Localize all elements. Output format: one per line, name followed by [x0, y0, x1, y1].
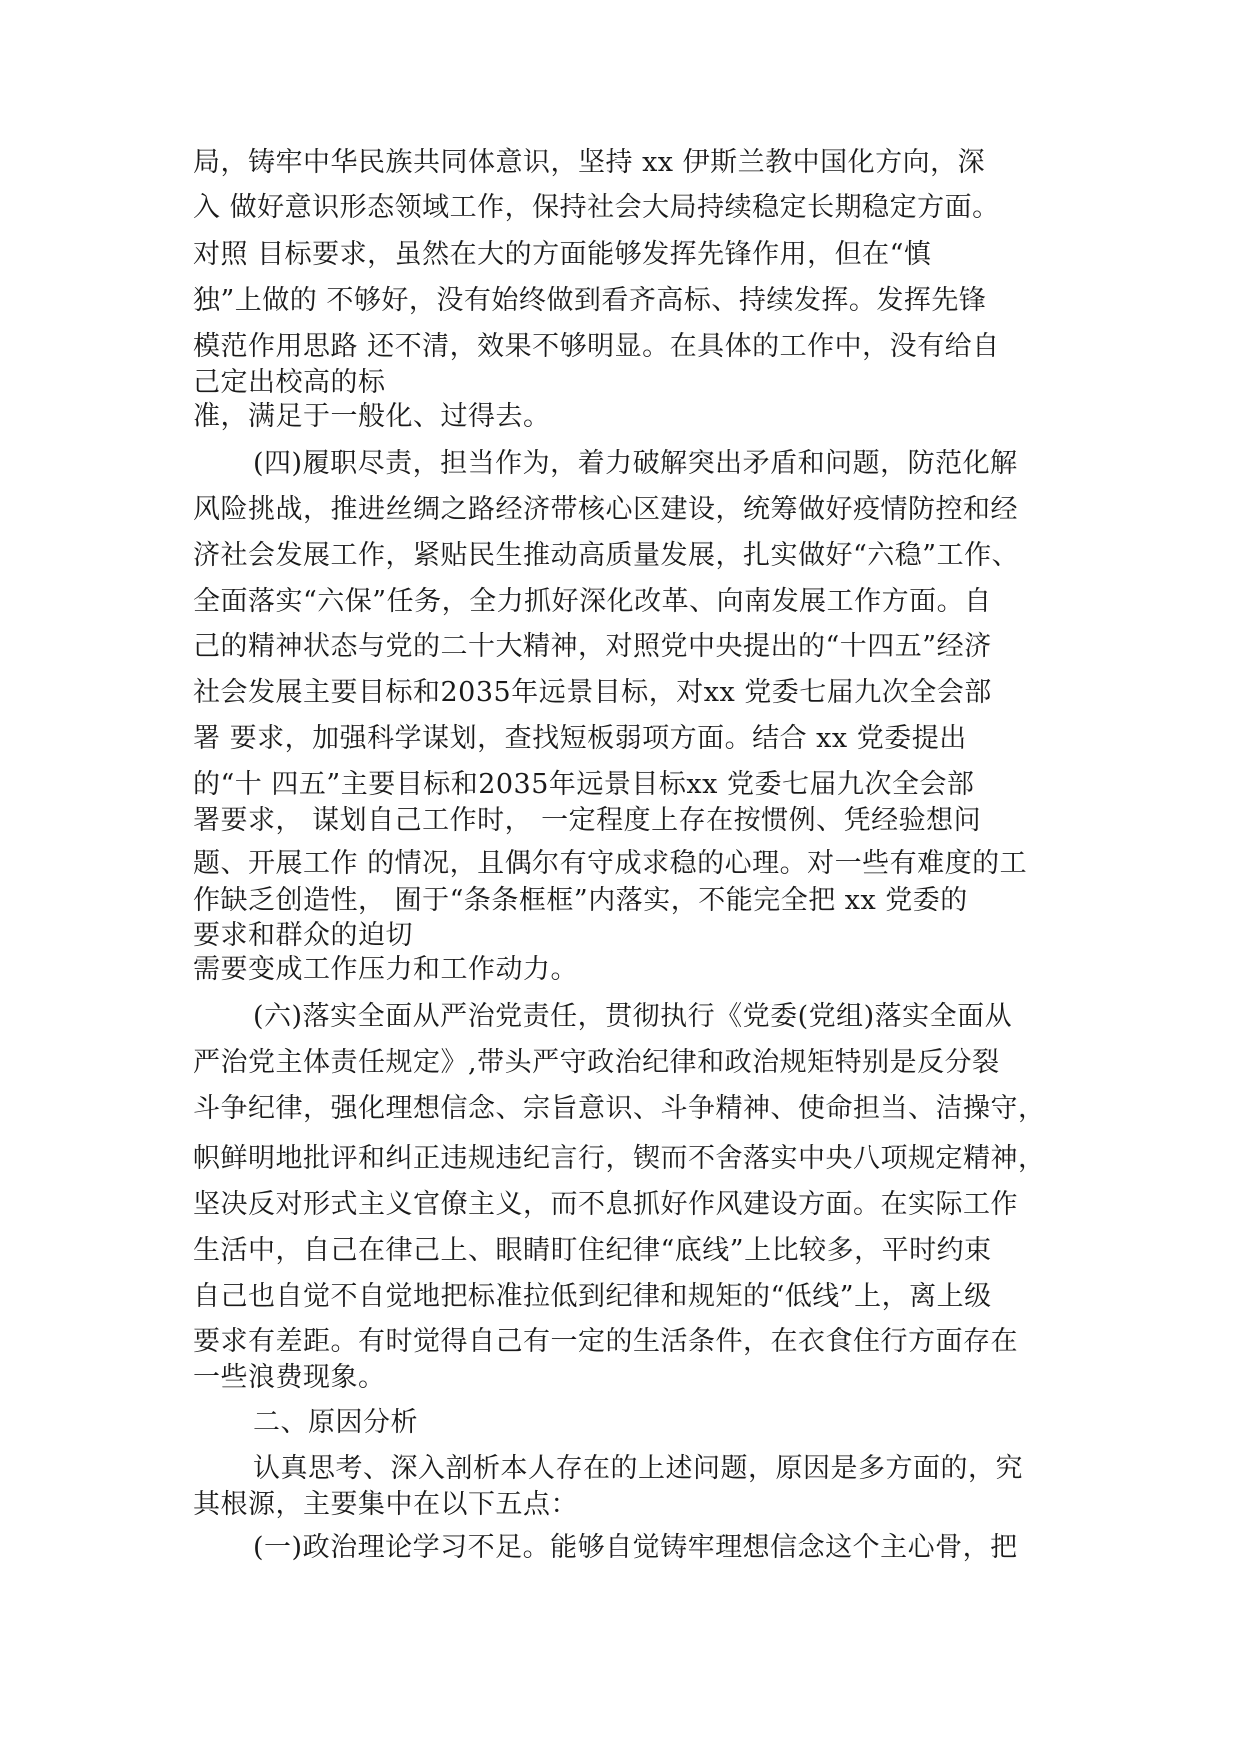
paragraph-heading-4: (四)履职尽责，担当作为，着力破解突出矛盾和问题，防范化解 — [253, 448, 1018, 479]
text-line: 一些浪费现象。 — [193, 1362, 386, 1393]
text-line: 题、开展工作 的情况，且偶尔有守成求稳的心理。对一些有难度的工 — [193, 848, 1028, 879]
text-line: 生活中，自己在律己上、眼睛盯住纪律“底线”上比较多，平时约束 — [193, 1235, 992, 1266]
paragraph-heading-1: (一)政治理论学习不足。能够自觉铸牢理想信念这个主心骨，把 — [253, 1532, 1018, 1563]
text-line: 认真思考、深入剖析本人存在的上述问题，原因是多方面的，究 — [253, 1453, 1023, 1484]
text-line: 署 要求，加强科学谋划，查找短板弱项方面。结合 xx 党委提出 — [193, 723, 967, 754]
text-line: 帜鲜明地批评和纠正违规违纪言行，锲而不舍落实中央八项规定精神， — [193, 1143, 1046, 1174]
paragraph-heading-6: (六)落实全面从严治党责任，贯彻执行《党委(党组)落实全面从 — [253, 1001, 1013, 1032]
text-line: 济社会发展工作，紧贴民生推动高质量发展，扎实做好“六稳”工作、 — [193, 540, 1020, 571]
text-line: 社会发展主要目标和2035年远景目标，对xx 党委七届九次全会部 — [193, 677, 992, 708]
text-line: 对照 目标要求，虽然在大的方面能够发挥先锋作用，但在“慎 — [193, 239, 932, 270]
text-line: 模范作用思路 还不清，效果不够明显。在具体的工作中，没有给自 — [193, 331, 1000, 362]
text-line: 坚决反对形式主义官僚主义，而不息抓好作风建设方面。在实际工作 — [193, 1189, 1018, 1220]
text-line: 的“十 四五”主要目标和2035年远景目标xx 党委七届九次全会部 — [193, 769, 975, 800]
text-line: 入 做好意识形态领域工作，保持社会大局持续稳定长期稳定方面。 — [193, 192, 1000, 223]
text-line: 独”上做的 不够好，没有始终做到看齐高标、持续发挥。发挥先锋 — [193, 285, 987, 316]
text-line: 需要变成工作压力和工作动力。 — [193, 954, 578, 985]
text-line: 署要求， 谋划自己工作时， 一定程度上存在按惯例、凭经验想问 — [193, 805, 982, 836]
text-line: 己的精神状态与党的二十大精神，对照党中央提出的“十四五”经济 — [193, 631, 992, 662]
text-line: 斗争纪律，强化理想信念、宗旨意识、斗争精神、使命担当、洁操守， — [193, 1093, 1046, 1124]
text-line: 己定出校高的标 — [193, 367, 386, 398]
text-line: 作缺乏创造性， 囿于“条条框框”内落实，不能完全把 xx 党委的 — [193, 885, 968, 916]
text-line: 严治党主体责任规定》,带头严守政治纪律和政治规矩特别是反分裂 — [193, 1047, 1000, 1078]
text-line: 局，铸牢中华民族共同体意识，坚持 xx 伊斯兰教中国化方向，深 — [193, 147, 986, 178]
text-line: 要求有差距。有时觉得自己有一定的生活条件，在衣食住行方面存在 — [193, 1326, 1018, 1357]
text-line: 准，满足于一般化、过得去。 — [193, 401, 551, 432]
text-line: 自己也自觉不自觉地把标准拉低到纪律和规矩的“低线”上，离上级 — [193, 1281, 992, 1312]
text-line: 其根源，主要集中在以下五点： — [193, 1489, 578, 1520]
text-line: 全面落实“六保”任务，全力抓好深化改革、向南发展工作方面。自 — [193, 586, 992, 617]
section-heading: 二、原因分析 — [253, 1407, 418, 1438]
text-line: 要求和群众的迫切 — [193, 920, 413, 951]
text-line: 风险挑战，推进丝绸之路经济带核心区建设，统筹做好疫情防控和经 — [193, 494, 1018, 525]
